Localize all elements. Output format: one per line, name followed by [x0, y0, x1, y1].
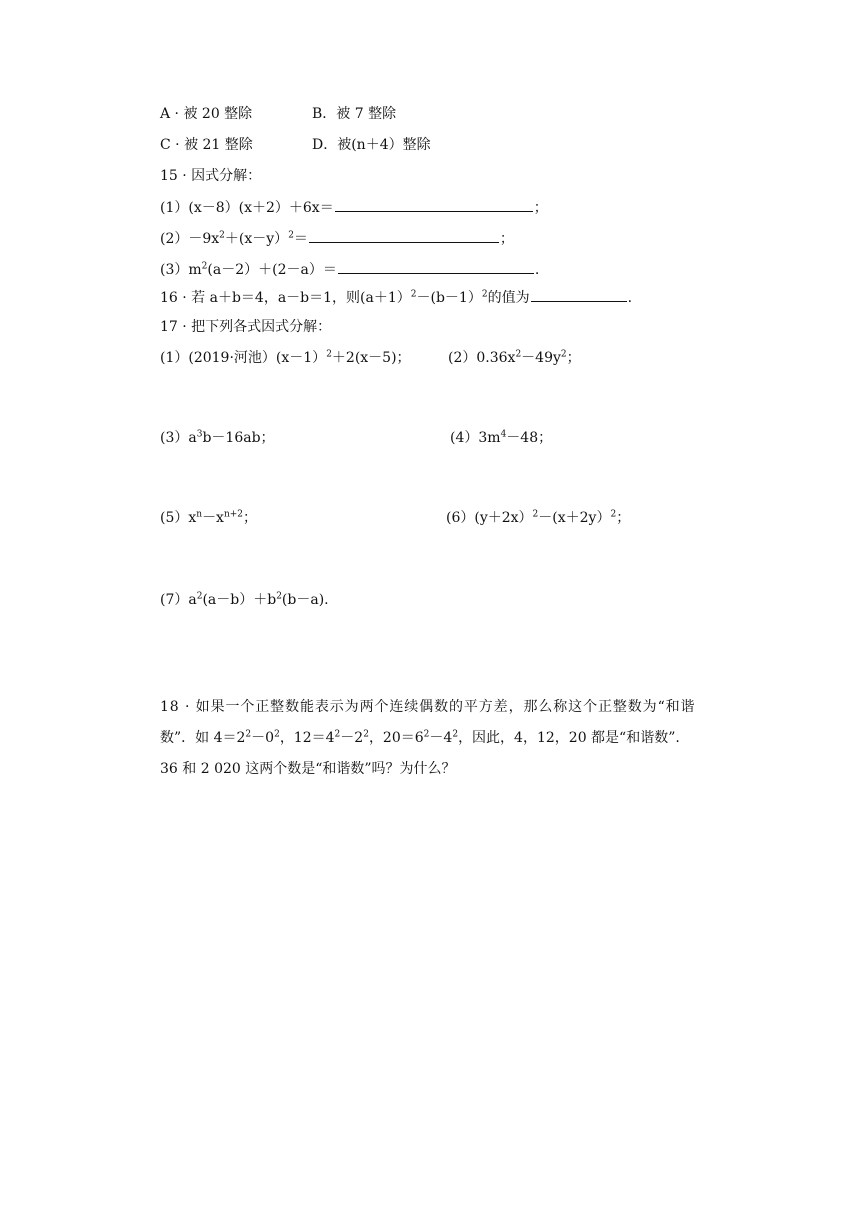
q15-p3-post: (a－2）＋(2－a）＝: [207, 262, 337, 278]
q17-p7-mid: (a－b）＋b: [202, 592, 277, 608]
exponent: 2: [276, 591, 282, 602]
exponent: 2: [423, 729, 430, 740]
q16-end: .: [627, 290, 633, 306]
exponent: 2: [410, 289, 417, 300]
q18-l2-d: －2: [340, 730, 364, 746]
exponent: 2: [515, 349, 522, 360]
answer-blank[interactable]: [531, 287, 627, 302]
exponent: 2: [334, 729, 341, 740]
q14-option-c: C · 被 21 整除: [160, 137, 253, 153]
exponent: 2: [532, 509, 539, 520]
q18-line-1: 18 · 如果一个正整数能表示为两个连续偶数的平方差，那么称这个正整数为“和谐: [160, 699, 696, 715]
q17-p1-pre: (1）(2019·河池）(x－1）: [160, 350, 327, 366]
q17-p7-pre: (7）a: [160, 592, 197, 608]
exponent: 2: [219, 230, 225, 241]
q18-line-3: 36 和 2 020 这两个数是“和谐数”吗？为什么？: [160, 761, 456, 777]
q17-p2-mid: －49y: [521, 350, 561, 366]
q17-p6-mid: －(x＋2y）: [538, 510, 611, 526]
q17-p4-pre: (4）3m: [450, 430, 501, 446]
exponent: 2: [481, 289, 488, 300]
q18-l2-b: －0: [251, 730, 275, 746]
q17-part-1: [160, 348, 411, 368]
q17-p6-pre: (6）(y＋2x）: [446, 510, 533, 526]
q17-p5-pre: (5）x: [160, 510, 197, 526]
q17-part-2: [448, 348, 581, 368]
q15-part-3: [160, 259, 539, 280]
answer-blank[interactable]: [309, 228, 499, 243]
answer-blank[interactable]: [338, 259, 534, 274]
exponent: 2: [196, 591, 203, 602]
q14-option-b: B．被 7 整除: [312, 106, 397, 122]
q15-part-1: [160, 197, 548, 218]
q17-p1-post: ＋2(x－5)；: [331, 350, 411, 366]
q15-p1-text: (1）(x－8）(x＋2）＋6x＝: [160, 200, 334, 216]
exponent: 2: [560, 349, 567, 360]
q17-part-7: [160, 590, 329, 610]
q15-p3-end: .: [534, 262, 540, 278]
exponent: 2: [201, 261, 208, 272]
q17-part-5: [160, 508, 257, 528]
q15-p2-mid: ＋(x－y）: [224, 231, 289, 247]
q18-line-2: [160, 728, 680, 748]
q18-l2-f: －4: [429, 730, 453, 746]
exponent: 2: [245, 729, 252, 740]
q18-l2-e: ，20＝6: [368, 730, 424, 746]
q18-l2-g: ，因此，4，12，20 都是“和谐数”.: [458, 730, 680, 746]
q16-pre: 16 · 若 a＋b＝4，a－b＝1，则(a＋1）: [160, 290, 411, 306]
q18-l2-c: ，12＝4: [279, 730, 335, 746]
q17-part-6: [446, 508, 630, 528]
q15-p2-post: ＝: [293, 231, 308, 247]
q17-part-3: [160, 428, 275, 448]
q17-heading: 17 · 把下列各式因式分解：: [160, 319, 332, 335]
q17-p2-pre: (2）0.36x: [448, 350, 516, 366]
q17-p5-end: ；: [243, 510, 258, 526]
exponent: 2: [274, 729, 280, 740]
exponent: 2: [326, 349, 332, 360]
q15-p1-end: ；: [533, 200, 548, 216]
exponent: 2: [288, 230, 294, 241]
q17-p4-post: －48；: [506, 430, 553, 446]
q17-part-4: [450, 428, 552, 448]
exponent: 3: [196, 429, 203, 440]
q15-p3-pre: (3）m: [160, 262, 202, 278]
exponent: 2: [610, 509, 617, 520]
answer-blank[interactable]: [335, 197, 533, 212]
q16-post: 的值为: [487, 290, 530, 306]
q14-option-d: D．被(n＋4）整除: [312, 137, 431, 153]
q15-p2-end: ；: [499, 231, 514, 247]
q15-part-2: [160, 228, 514, 249]
exponent: n: [196, 509, 203, 520]
q17-p2-end: ；: [566, 350, 581, 366]
q14-option-a: A · 被 20 整除: [160, 106, 253, 122]
q15-heading: 15 · 因式分解：: [160, 168, 262, 184]
q17-p3-pre: (3）a: [160, 430, 197, 446]
q16-line: [160, 287, 632, 308]
q18-l2-a: 数”．如 4＝2: [160, 730, 246, 746]
q17-p3-post: b－16ab；: [202, 430, 275, 446]
q17-p7-post: (b－a).: [281, 592, 329, 608]
exponent: 4: [500, 429, 507, 440]
q15-p2-pre: (2）－9x: [160, 231, 220, 247]
exponent: 2: [452, 729, 459, 740]
q17-p5-mid: －x: [202, 510, 224, 526]
exponent: 2: [363, 729, 369, 740]
exponent: n+2: [223, 509, 244, 520]
q17-p6-end: ；: [616, 510, 631, 526]
q16-mid: －(b－1）: [416, 290, 482, 306]
